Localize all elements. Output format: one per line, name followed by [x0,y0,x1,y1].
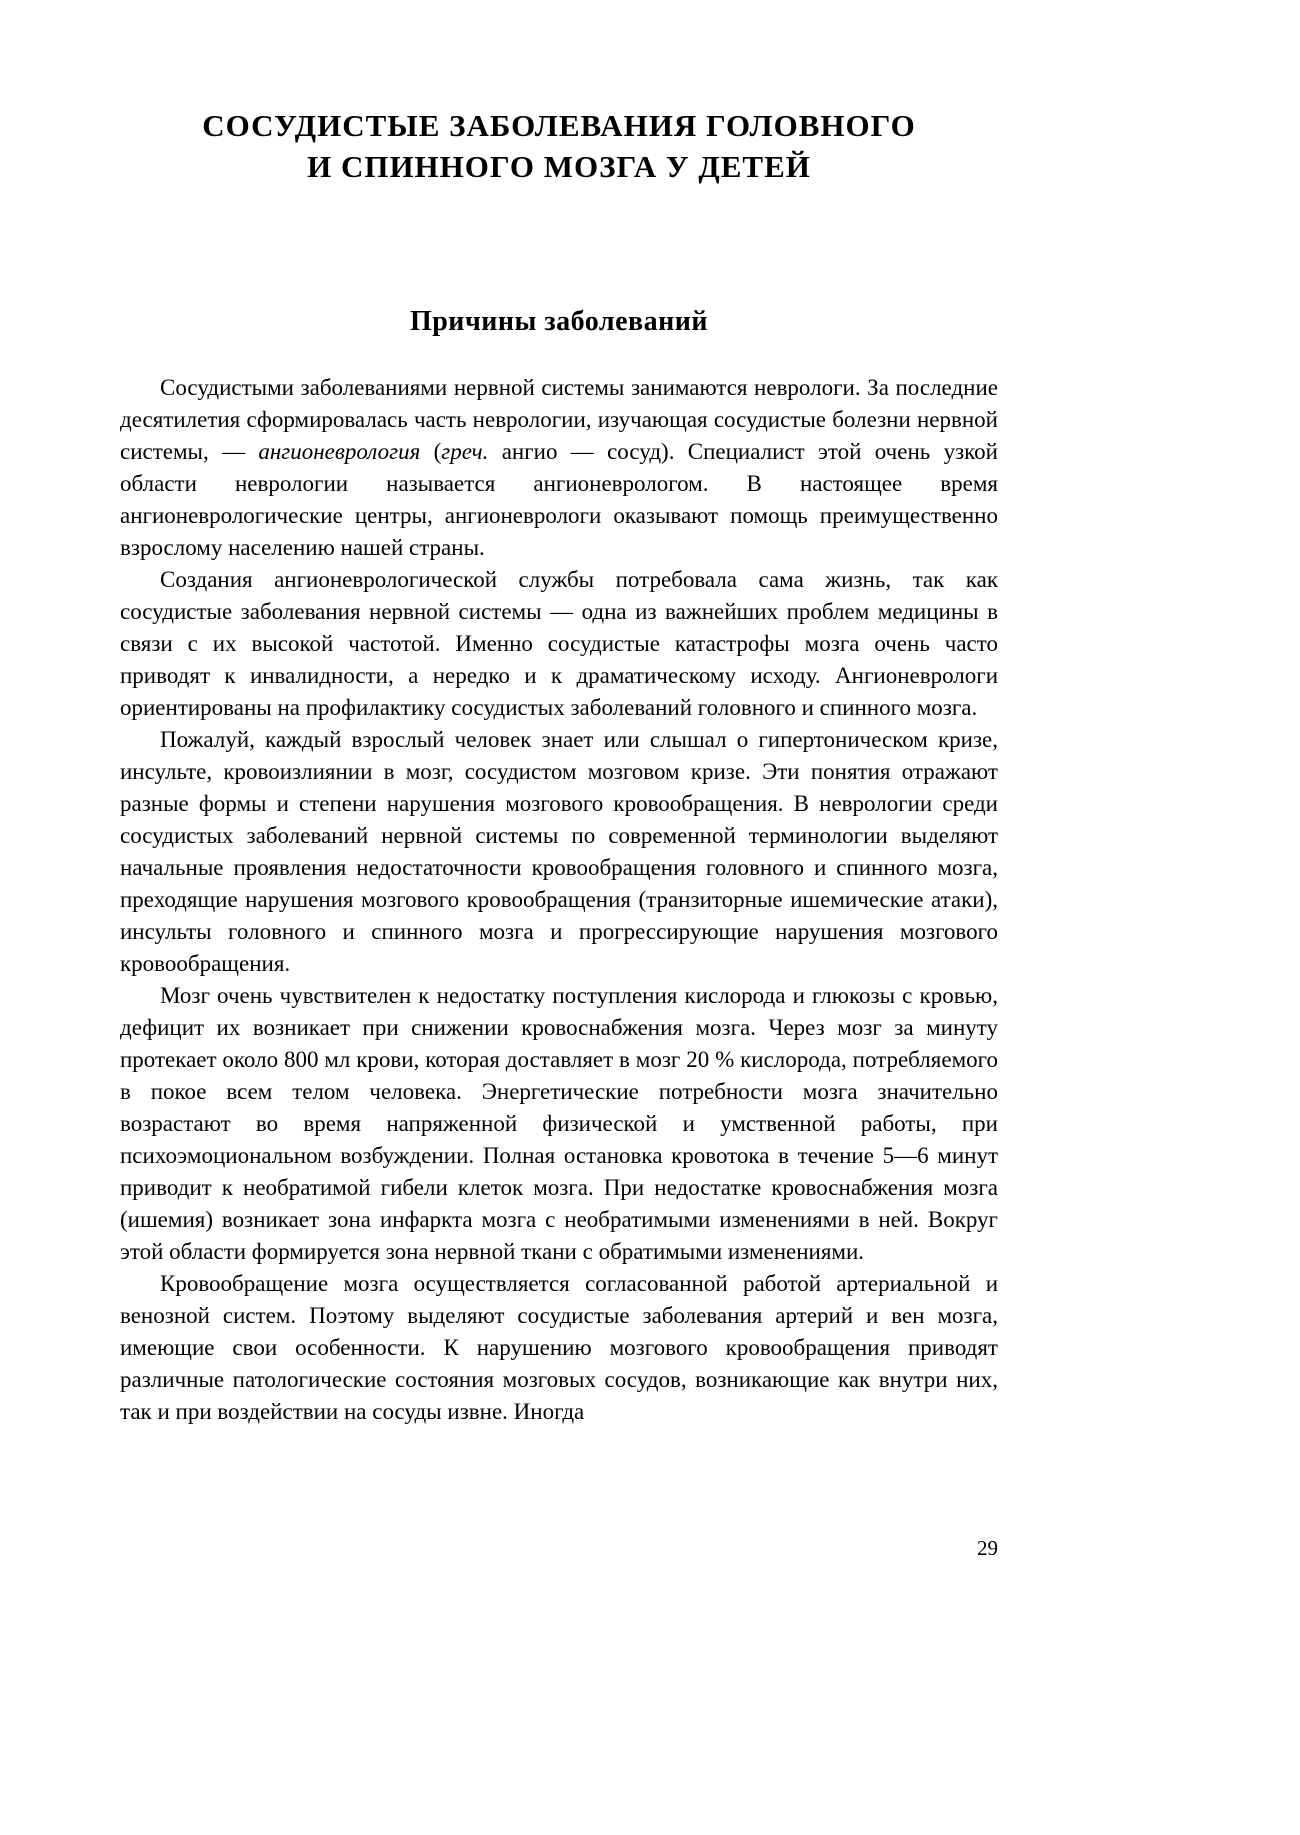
body-text [120,372,998,1428]
text-run: Сосудистыми заболеваниями нервной системы занимаются неврологи. За последние десятилетия сформировалась часть неврологии, изучающая сосудистые болезни нервной системы, — [120,374,998,464]
paragraph [120,1268,998,1428]
text-run: ангио — сосуд). Специалист этой очень узкой области неврологии называется ангионеврологом. В настоящее время ангионеврологические центры, ангионеврологи оказывают помощь преимущественно взрослому населению нашей страны. [120,438,998,560]
paragraph [120,564,998,724]
italic-term: ангионеврология [258,438,421,464]
paragraph [120,372,998,564]
chapter-title [120,106,998,188]
paragraph [120,724,998,980]
text-run: Создания ангионеврологической службы потребовала сама жизнь, так как сосудистые заболевания нервной системы — одна из важнейших проблем медицины в связи с их высокой частотой. Именно сосудистые катастрофы мозга очень часто приводят к инвалидности, а нередко и к драматическому исходу. Ангионеврологи ориентированы на профилактику сосудистых заболеваний головного и спинного мозга. [120,566,998,720]
text-run: Кровообращение мозга осуществляется согласованной работой артериальной и венозной систем. Поэтому выделяют сосудистые заболевания артерий и вен мозга, имеющие свои особенности. К нарушению мозгового кровообращения приводят различные патологические состояния мозговых сосудов, возникающие как внутри них, так и при воздействии на сосуды извне. Иногда [120,1270,998,1424]
paragraph [120,980,998,1268]
chapter-title-line2: И СПИННОГО МОЗГА У ДЕТЕЙ [307,148,811,184]
page-number: 29 [977,1536,998,1560]
text-run: Мозг очень чувствителен к недостатку поступления кислорода и глюкозы с кровью, дефицит их возникает при снижении кровоснабжения мозга. Через мозг за минуту протекает около 800 мл крови, которая доставляет в мозг 20 % кислорода, потребляемого в покое всем телом человека. Энергетические потребности мозга значительно возрастают во время напряженной физической и умственной работы, при психоэмоциональном возбуждении. Полная остановка кровотока в течение 5—6 минут приводит к необратимой гибели клеток мозга. При недостатке кровоснабжения мозга (ишемия) возникает зона инфаркта мозга с необратимыми изменениями в ней. Вокруг этой области формируется зона нервной ткани с обратимыми изменениями. [120,982,998,1264]
italic-term: греч. [441,438,489,464]
text-run: Пожалуй, каждый взрослый человек знает или слышал о гипертоническом кризе, инсульте, кровоизлиянии в мозг, сосудистом мозговом кризе. Эти понятия отражают разные формы и степени нарушения мозгового кровообращения. В неврологии среди сосудистых заболеваний нервной системы по современной терминологии выделяют начальные проявления недостаточности кровообращения головного и спинного мозга, преходящие нарушения мозгового кровообращения (транзиторные ишемические атаки), инсульты головного и спинного мозга и прогрессирующие нарушения мозгового кровообращения. [120,726,998,976]
chapter-title-line1: СОСУДИСТЫЕ ЗАБОЛЕВАНИЯ ГОЛОВНОГО [202,108,916,143]
text-run: ( [420,438,442,464]
section-heading: Причины заболеваний [409,305,709,337]
page-content [120,106,998,1428]
